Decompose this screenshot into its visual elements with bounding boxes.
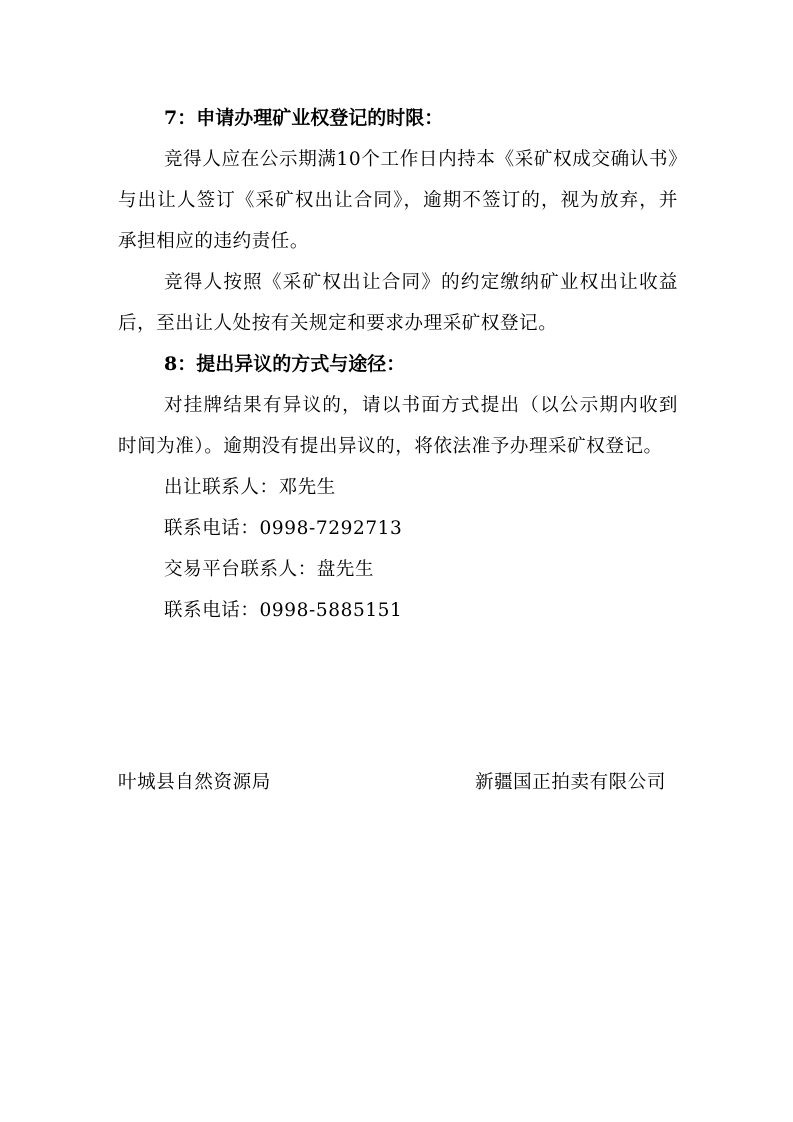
issuer-right: 新疆国正拍卖有限公司 — [474, 772, 666, 793]
seller-contact-person: 出让联系人：邓先生 — [164, 477, 336, 498]
section-7-paragraph-2: 竞得人按照《采矿权出让合同》的约定缴纳矿业权出让收益后，至出让人处按有关规定和要求办理采矿权登记。 — [118, 272, 678, 334]
section-8-heading: 8：提出异议的方式与途径： — [164, 353, 406, 375]
document-body — [118, 98, 678, 631]
platform-contact-person: 交易平台联系人：盘先生 — [164, 559, 375, 580]
section-7-paragraph-1: 竞得人应在公示期满10个工作日内持本《采矿权成交确认书》与出让人签订《采矿权出让合同》，逾期不签订的，视为放弃，并承担相应的违约责任。 — [118, 149, 678, 252]
platform-contact-phone: 联系电话：0998-5885151 — [164, 600, 403, 621]
section-8-paragraph-1: 对挂牌结果有异议的，请以书面方式提出（以公示期内收到时间为准）。逾期没有提出异议的，将依法准予办理采矿权登记。 — [118, 395, 678, 457]
seller-contact-phone: 联系电话：0998-7292713 — [164, 518, 403, 539]
signature-footer — [118, 768, 666, 798]
section-7-heading: 7：申请办理矿业权登记的时限： — [164, 107, 444, 129]
issuer-left: 叶城县自然资源局 — [118, 772, 271, 793]
